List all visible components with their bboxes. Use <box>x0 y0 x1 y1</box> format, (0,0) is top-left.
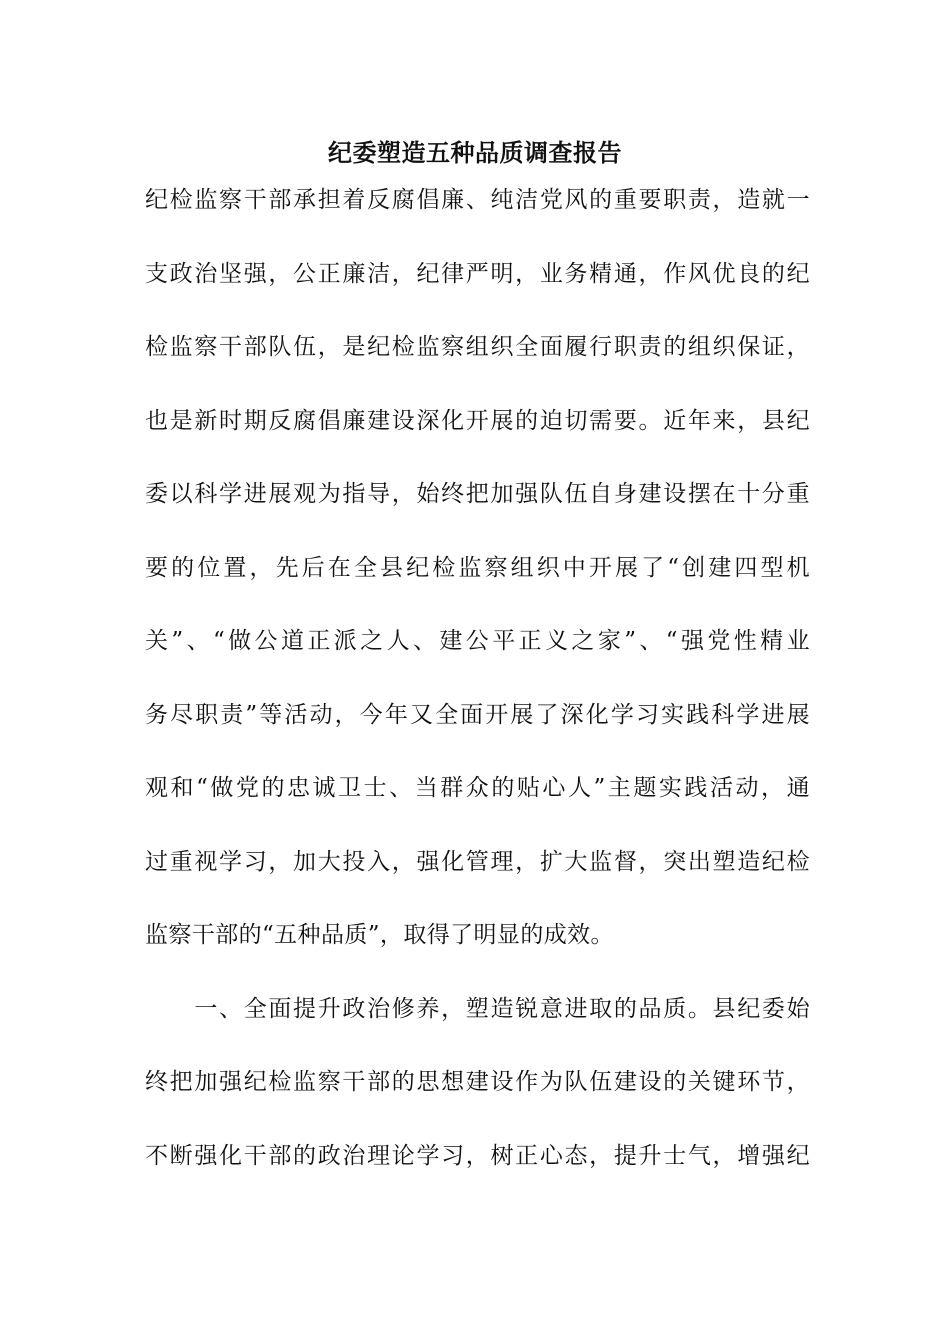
body-line: 务尽职责”等活动，今年又全面开展了深化学习实践科学进展 <box>145 701 810 728</box>
body-line: 观和“做党的忠诚卫士、当群众的贴心人”主题实践活动，通 <box>145 775 810 801</box>
body-line: 检监察干部队伍，是纪检监察组织全面履行职责的组织保证， <box>145 334 810 360</box>
body-line: 要的位置，先后在全县纪检监察组织中开展了“创建四型机 <box>145 554 810 581</box>
document-title: 纪委塑造五种品质调查报告 <box>328 138 622 167</box>
body-line: 不断强化干部的政治理论学习，树正心态，提升士气，增强纪 <box>145 1142 810 1169</box>
body-line: 也是新时期反腐倡廉建设深化开展的迫切需要。近年来，县纪 <box>145 407 810 434</box>
body-line-paragraph-end: 监察干部的“五种品质”，取得了明显的成效。 <box>145 922 614 948</box>
body-line: 终把加强纪检监察干部的思想建设作为队伍建设的关键环节， <box>145 1069 810 1095</box>
document-body <box>145 180 810 1209</box>
body-line: 委以科学进展观为指导，始终把加强队伍自身建设摆在十分重 <box>145 481 810 507</box>
body-line: 纪检监察干部承担着反腐倡廉、纯洁党风的重要职责，造就一 <box>145 187 810 213</box>
body-line: 支政治坚强，公正廉洁，纪律严明，业务精通，作风优良的纪 <box>145 260 810 287</box>
body-line: 一、全面提升政治修养，塑造锐意进取的品质。县纪委始 <box>145 995 810 1022</box>
body-line: 过重视学习，加大投入，强化管理，扩大监督，突出塑造纪检 <box>145 848 810 875</box>
body-line: 关”、“做公道正派之人、建公平正义之家”、“强党性精业 <box>145 628 810 654</box>
